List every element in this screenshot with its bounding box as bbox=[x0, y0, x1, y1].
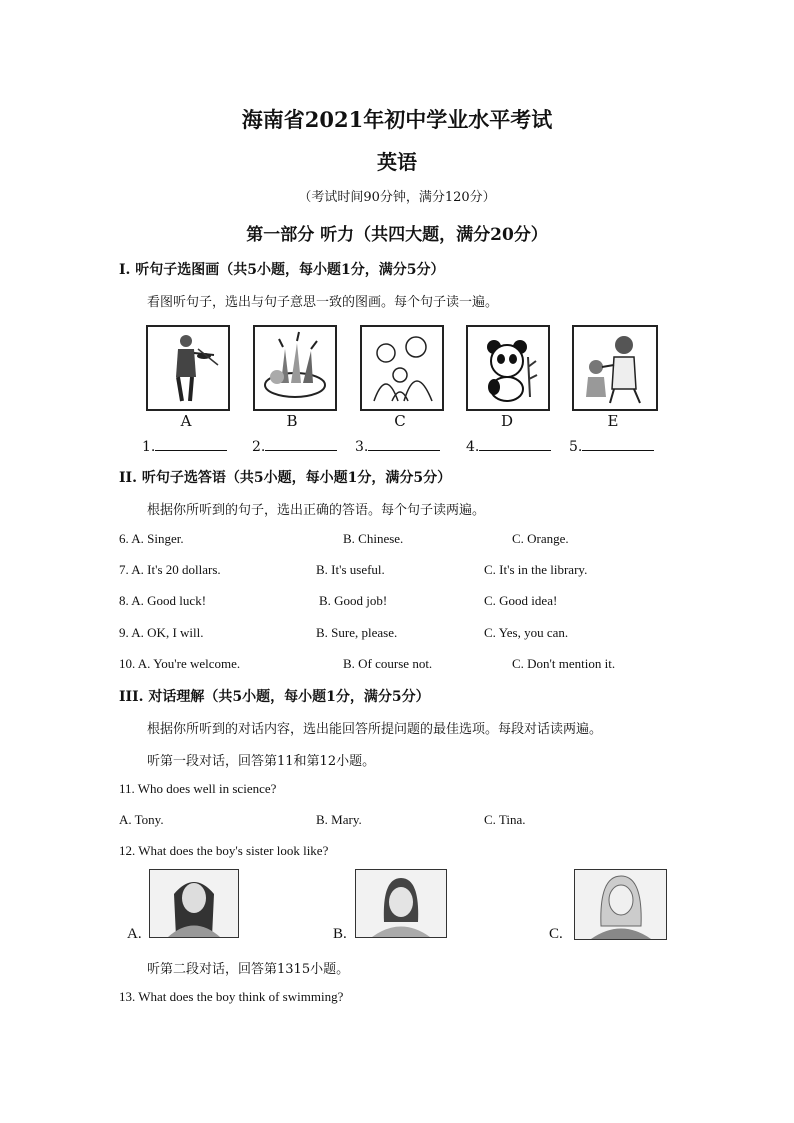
section3-heading: III. 对话理解（共5小题，每小题1分，满分5分） bbox=[119, 689, 430, 705]
dialog1-instruction: 听第一段对话，回答第11和第12小题。 bbox=[147, 754, 376, 769]
picture-label-c: C bbox=[394, 412, 406, 430]
q8-option-c[interactable]: C. Good idea! bbox=[484, 593, 558, 608]
dialog2-instruction: 听第二段对话，回答第1315小题。 bbox=[147, 962, 350, 977]
q11-option-b[interactable]: B. Mary. bbox=[316, 812, 362, 827]
panda-icon bbox=[468, 327, 548, 409]
vegetables-icon bbox=[255, 327, 335, 409]
picture-c bbox=[360, 325, 444, 411]
q7-option-b[interactable]: B. It's useful. bbox=[316, 562, 385, 577]
q10-option-a[interactable]: 10. A. You're welcome. bbox=[119, 656, 241, 671]
q12-photo-b[interactable] bbox=[355, 869, 447, 938]
family-icon bbox=[362, 327, 442, 409]
picture-d bbox=[466, 325, 550, 411]
answer-blank-2[interactable]: 2. bbox=[252, 438, 337, 455]
picture-label-d: D bbox=[500, 412, 514, 430]
blonde-girl-icon bbox=[575, 870, 666, 939]
q12-option-a-label[interactable]: A. bbox=[127, 926, 142, 942]
long-hair-girl-icon bbox=[150, 870, 238, 937]
q13-text: 13. What does the boy think of swimming? bbox=[119, 989, 344, 1004]
picture-label-e: E bbox=[607, 412, 619, 430]
violin-player-icon bbox=[148, 327, 228, 409]
section1-heading: I. 听句子选图画（共5小题，每小题1分，满分5分） bbox=[119, 262, 445, 278]
subject-title: 英语 bbox=[377, 150, 417, 174]
picture-a bbox=[146, 325, 230, 411]
q8-option-a[interactable]: 8. A. Good luck! bbox=[119, 593, 207, 608]
q12-option-c-label[interactable]: C. bbox=[549, 926, 563, 942]
doctor-icon bbox=[574, 327, 656, 409]
answer-blank-4[interactable]: 4. bbox=[466, 438, 551, 455]
q12-option-b-label[interactable]: B. bbox=[333, 926, 347, 942]
q10-option-b[interactable]: B. Of course not. bbox=[343, 656, 433, 671]
exam-note: （考试时间90分钟，满分120分） bbox=[298, 190, 496, 205]
q9-option-c[interactable]: C. Yes, you can. bbox=[484, 625, 569, 640]
q12-photo-c[interactable] bbox=[574, 869, 667, 940]
picture-b bbox=[253, 325, 337, 411]
short-hair-girl-icon bbox=[356, 870, 446, 937]
q12-photo-a[interactable] bbox=[149, 869, 239, 938]
picture-e bbox=[572, 325, 658, 411]
q11-text: 11. Who does well in science? bbox=[119, 781, 277, 796]
q12-text: 12. What does the boy's sister look like? bbox=[119, 843, 329, 858]
q6-option-c[interactable]: C. Orange. bbox=[512, 531, 569, 546]
part-title: 第一部分 听力（共四大题，满分20分） bbox=[246, 225, 548, 245]
q9-option-b[interactable]: B. Sure, please. bbox=[316, 625, 398, 640]
q7-option-a[interactable]: 7. A. It's 20 dollars. bbox=[119, 562, 221, 577]
section2-instruction: 根据你所听到的句子，选出正确的答语。每个句子读两遍。 bbox=[147, 503, 486, 518]
answer-blank-3[interactable]: 3. bbox=[355, 438, 440, 455]
exam-title: 海南省2021年初中学业水平考试 bbox=[241, 107, 553, 132]
q6-option-a[interactable]: 6. A. Singer. bbox=[119, 531, 184, 546]
q6-option-b[interactable]: B. Chinese. bbox=[343, 531, 404, 546]
section2-heading: II. 听句子选答语（共5小题，每小题1分，满分5分） bbox=[119, 470, 452, 486]
answer-blank-5[interactable]: 5. bbox=[569, 438, 654, 455]
q11-option-a[interactable]: A. Tony. bbox=[119, 812, 164, 827]
q11-option-c[interactable]: C. Tina. bbox=[484, 812, 526, 827]
picture-label-b: B bbox=[286, 412, 298, 430]
section1-instruction: 看图听句子，选出与句子意思一致的图画。每个句子读一遍。 bbox=[147, 295, 499, 310]
q7-option-c[interactable]: C. It's in the library. bbox=[484, 562, 588, 577]
section3-instruction: 根据你所听到的对话内容，选出能回答所提问题的最佳选项。每段对话读两遍。 bbox=[147, 722, 603, 737]
q10-option-c[interactable]: C. Don't mention it. bbox=[512, 656, 616, 671]
picture-label-a: A bbox=[180, 412, 192, 430]
answer-blank-1[interactable]: 1. bbox=[142, 438, 227, 455]
q9-option-a[interactable]: 9. A. OK, I will. bbox=[119, 625, 204, 640]
q8-option-b[interactable]: B. Good job! bbox=[319, 593, 388, 608]
